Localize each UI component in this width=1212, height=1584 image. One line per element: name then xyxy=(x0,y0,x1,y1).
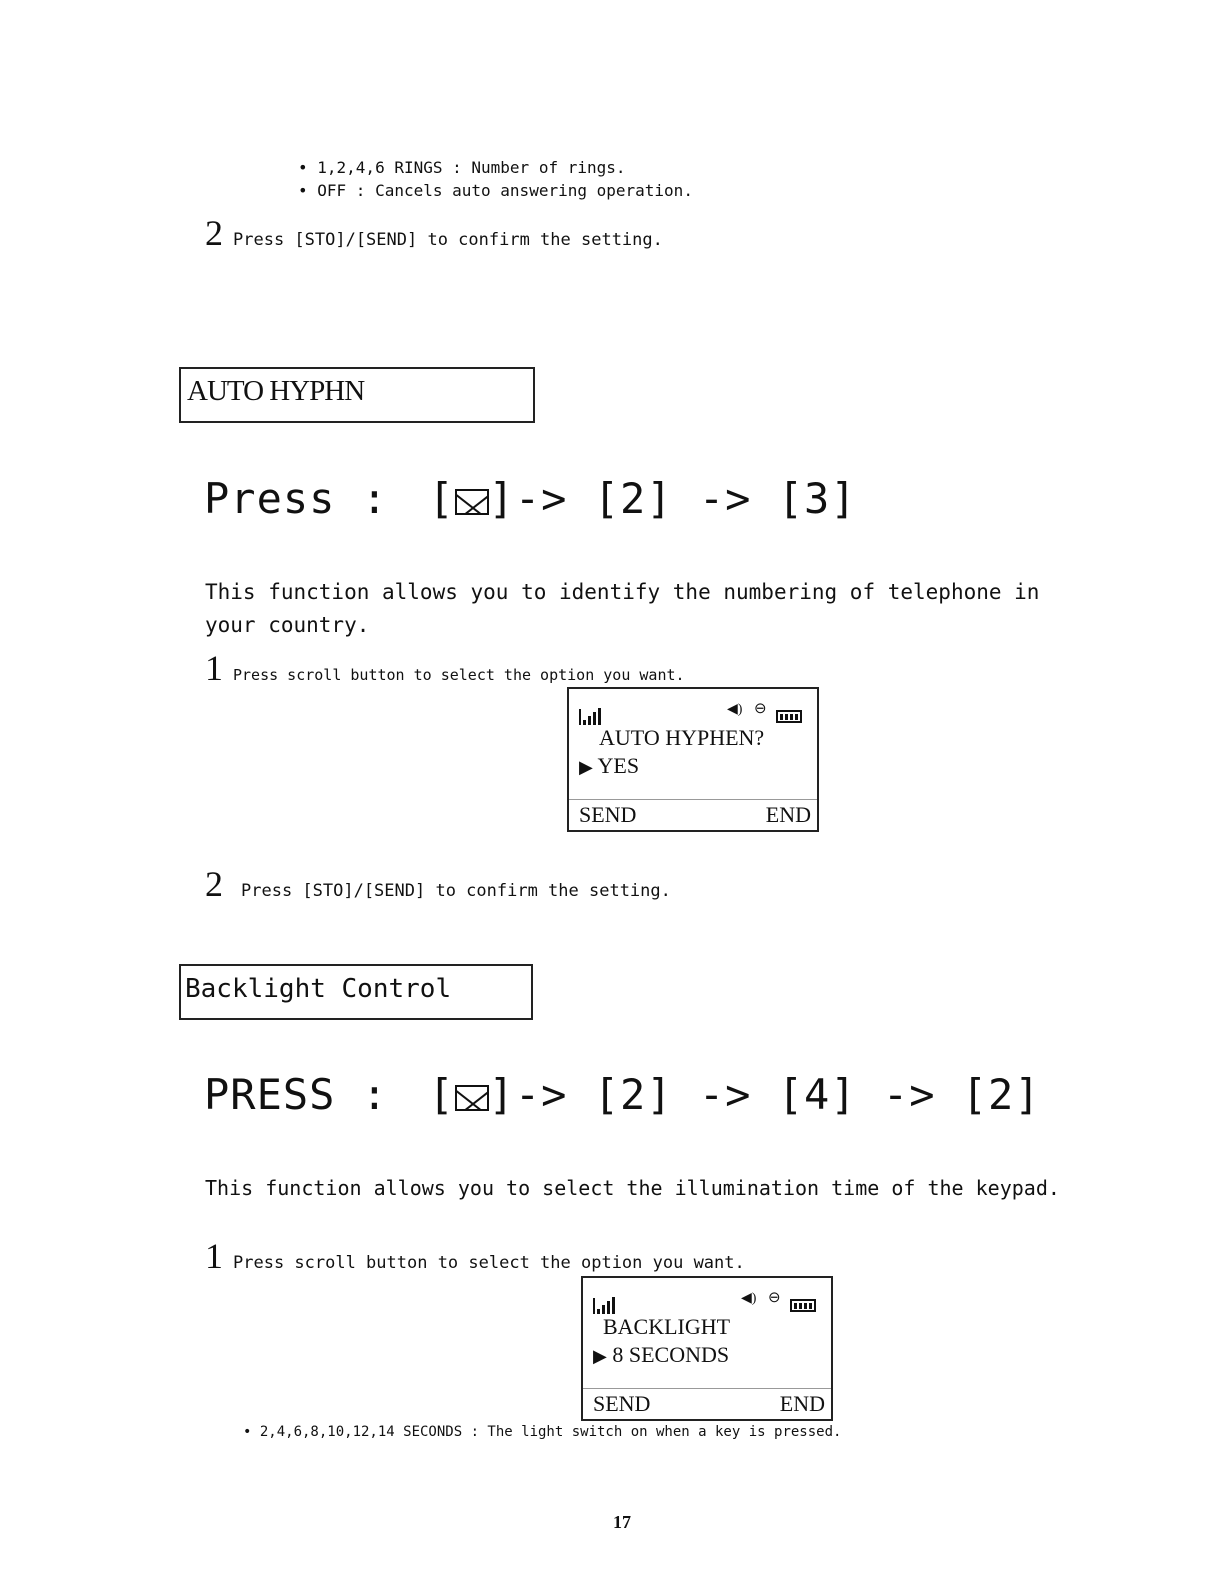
signal-strength-icon xyxy=(593,1288,617,1308)
speaker-icon: ◀) xyxy=(727,702,743,717)
description-backlight: This function allows you to select the illumination time of the keypad. xyxy=(205,1176,1060,1200)
press-keys: ]-> [2] -> [4] -> [2] xyxy=(488,1070,1041,1119)
softkey-send: SEND xyxy=(579,802,637,827)
step-text: Press [STO]/[SEND] to confirm the setting. xyxy=(233,230,663,250)
alarm-icon: ⊖ xyxy=(754,701,767,717)
section-title: Backlight Control xyxy=(185,974,452,1004)
press-label: PRESS : xyxy=(204,1070,389,1119)
envelope-icon xyxy=(455,489,489,515)
press-keys: ]-> [2] -> [3] xyxy=(488,474,857,523)
battery-icon xyxy=(776,702,802,728)
triangle-right-icon: ▶ xyxy=(593,1346,607,1366)
screen-option xyxy=(579,753,639,779)
softkey-end: END xyxy=(779,1391,825,1416)
section-title: AUTO HYPHN xyxy=(187,375,365,407)
bullet-off: • OFF : Cancels auto answering operation. xyxy=(298,181,693,200)
step-number: 2 xyxy=(205,864,223,904)
press-sequence-auto-hyphen: Press : [ ]-> [2] -> [3] xyxy=(204,474,857,523)
backlight-note: • 2,4,6,8,10,12,14 SECONDS : The light switch on when a key is pressed. xyxy=(243,1424,842,1440)
screen-option-value: YES xyxy=(597,753,640,778)
page-number: 17 xyxy=(613,1512,631,1532)
auto-hyphen-step-1 xyxy=(205,650,685,686)
phone-screen-backlight xyxy=(581,1276,833,1421)
backlight-step-1 xyxy=(205,1238,745,1274)
top-step-2 xyxy=(205,215,663,251)
triangle-right-icon: ▶ xyxy=(579,757,593,777)
step-number: 1 xyxy=(205,1236,223,1276)
battery-icon xyxy=(790,1291,816,1317)
screen-option xyxy=(593,1342,729,1368)
softkey-bar xyxy=(569,799,817,830)
screen-prompt: BACKLIGHT xyxy=(603,1314,731,1339)
description-auto-hyphen xyxy=(205,576,1065,642)
step-text: Press [STO]/[SEND] to confirm the setting. xyxy=(241,881,671,901)
signal-strength-icon xyxy=(579,699,603,719)
alarm-icon: ⊖ xyxy=(768,1290,781,1306)
step-number: 2 xyxy=(205,213,223,253)
softkey-send: SEND xyxy=(593,1391,651,1416)
step-text: Press scroll button to select the option you want. xyxy=(233,1253,745,1273)
step-number: 1 xyxy=(205,648,223,688)
step-text: Press scroll button to select the option you want. xyxy=(233,666,685,684)
envelope-icon xyxy=(455,1085,489,1111)
auto-hyphen-step-2 xyxy=(205,866,671,902)
bullet-rings: • 1,2,4,6 RINGS : Number of rings. xyxy=(298,158,626,177)
softkey-end: END xyxy=(765,802,811,827)
phone-screen-auto-hyphen xyxy=(567,687,819,832)
description-line: your country. xyxy=(205,613,370,637)
speaker-icon: ◀) xyxy=(741,1291,757,1306)
screen-option-value: 8 SECONDS xyxy=(612,1342,730,1367)
screen-prompt: AUTO HYPHEN? xyxy=(599,725,765,750)
press-sequence-backlight: PRESS : [ ]-> [2] -> [4] -> [2] xyxy=(204,1070,1041,1119)
section-title-box-backlight xyxy=(179,964,533,1020)
description-line: This function allows you to identify the numbering of telephone in xyxy=(205,580,1040,604)
press-label: Press : xyxy=(204,474,389,523)
section-title-box-auto-hyphen xyxy=(179,367,535,423)
softkey-bar xyxy=(583,1388,831,1419)
